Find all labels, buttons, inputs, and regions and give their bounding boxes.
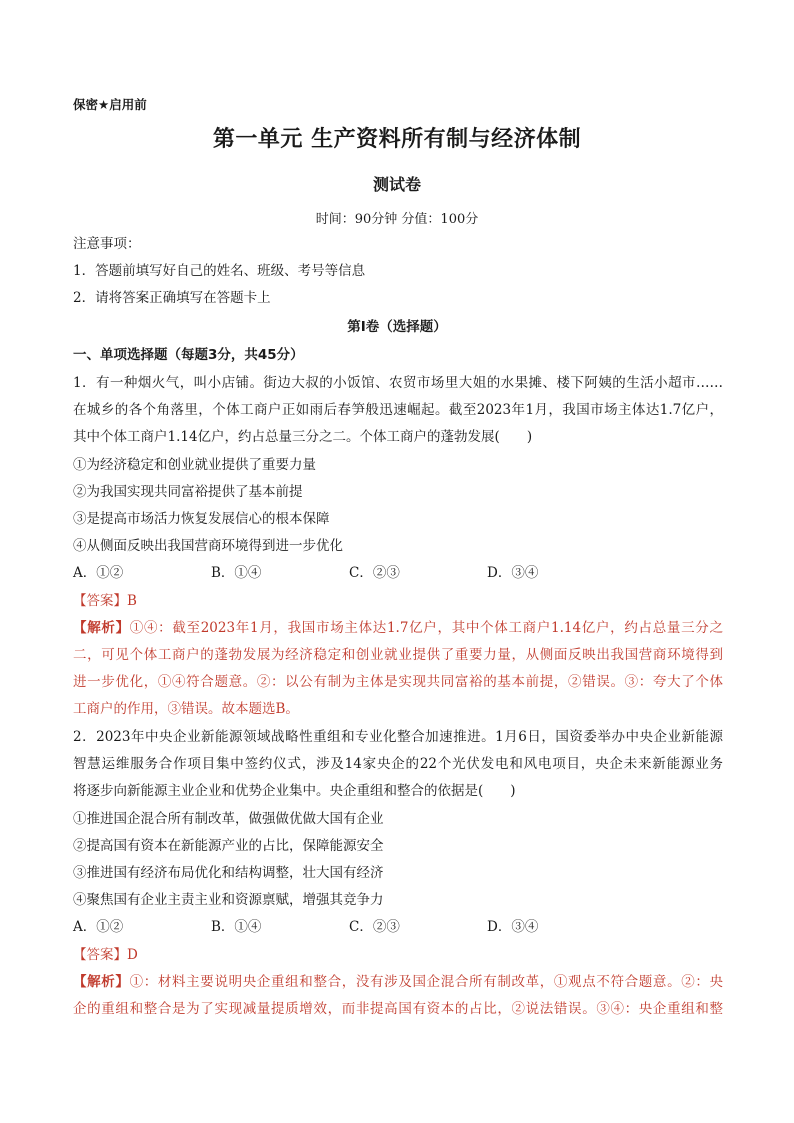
analysis-line — [73, 615, 723, 642]
option-b: B．①④ — [211, 565, 262, 581]
analysis-label: 【解析】 — [73, 620, 130, 636]
options-row — [73, 914, 625, 941]
option-d: D．③④ — [487, 919, 539, 935]
confidential-label: 保密★启用前 — [73, 97, 147, 112]
statement: ②提高国有资本在新能源产业的占比，保障能源安全 — [73, 838, 384, 854]
options-row — [73, 560, 625, 587]
statement: ③是提高市场活力恢复发展信心的根本保障 — [73, 511, 330, 527]
option-a: A．①② — [73, 919, 124, 935]
statement: ①为经济稳定和创业就业提供了重要力量 — [73, 457, 316, 473]
analysis-text: ①④：截至2023年1月，我国市场主体达1.7亿户，其中个体工商户1.14亿户，约占总量三分之 — [129, 620, 723, 636]
statement: ③推进国有经济布局优化和结构调整，壮大国有经济 — [73, 865, 384, 881]
time-score-info: 时间：90分钟 分值：100分 — [315, 212, 479, 227]
option-d: D．③④ — [487, 565, 539, 581]
statement: ②为我国实现共同富裕提供了基本前提 — [73, 484, 303, 500]
notes-heading: 注意事项： — [73, 236, 141, 252]
page-subtitle: 测试卷 — [372, 175, 421, 194]
question-text: 其中个体工商户1.14亿户，约占总量三分之二。个体工商户的蓬勃发展( ) — [73, 429, 533, 445]
page-title: 第一单元 生产资料所有制与经济体制 — [212, 127, 582, 152]
answer: 【答案】B — [73, 593, 137, 609]
question-text: 将逐步向新能源主业企业和优势企业集中。央企重组和整合的依据是( ) — [73, 783, 516, 799]
analysis-line: 进一步优化，①④符合题意。②：以公有制为主体是实现共同富裕的基本前提，②错误。③：夸大了个体 — [73, 674, 723, 690]
option-c: C．②③ — [349, 919, 400, 935]
volume-title: 第I卷（选择题） — [347, 319, 447, 335]
analysis-label: 【解析】 — [73, 974, 130, 990]
statement: ④从侧面反映出我国营商环境得到进一步优化 — [73, 538, 343, 554]
question-text: 在城乡的各个角落里，个体工商户正如雨后春笋般迅速崛起。截至2023年1月，我国市场主体达1.7亿户， — [73, 402, 723, 418]
analysis-line: 二，可见个体工商户的蓬勃发展为经济稳定和创业就业提供了重要力量，从侧面反映出我国营商环境得到 — [73, 647, 723, 663]
section-title: 一、单项选择题（每题3分，共45分） — [73, 347, 304, 363]
analysis-text: ①：材料主要说明央企重组和整合，没有涉及国企混合所有制改革，①观点不符合题意。②：央 — [129, 974, 723, 990]
option-b: B．①④ — [211, 919, 262, 935]
note-item: 1．答题前填写好自己的姓名、班级、考号等信息 — [73, 263, 366, 279]
option-a: A．①② — [73, 565, 124, 581]
analysis-line: 企的重组和整合是为了实现减量提质增效，而非提高国有资本的占比，②说法错误。③④：央企重组和整 — [73, 1001, 723, 1017]
question-text: 1．有一种烟火气，叫小店铺。街边大叔的小饭馆、农贸市场里大姐的水果摊、楼下阿姨的生活小超市…… — [73, 375, 723, 391]
question-text: 智慧运维服务合作项目集中签约仪式，涉及14家央企的22个光伏发电和风电项目，央企未来新能源业务 — [73, 756, 723, 772]
analysis-line: 工商户的作用，③错误。故本题选B。 — [73, 701, 299, 717]
option-c: C．②③ — [349, 565, 400, 581]
analysis-line — [73, 969, 723, 996]
note-item: 2．请将答案正确填写在答题卡上 — [73, 290, 271, 306]
question-text: 2．2023年中央企业新能源领域战略性重组和专业化整合加速推进。1月6日，国资委举办中央企业新能源 — [73, 729, 723, 745]
statement: ①推进国企混合所有制改革，做强做优做大国有企业 — [73, 811, 384, 827]
answer: 【答案】D — [73, 947, 138, 963]
statement: ④聚焦国有企业主责主业和资源禀赋，增强其竞争力 — [73, 892, 384, 908]
